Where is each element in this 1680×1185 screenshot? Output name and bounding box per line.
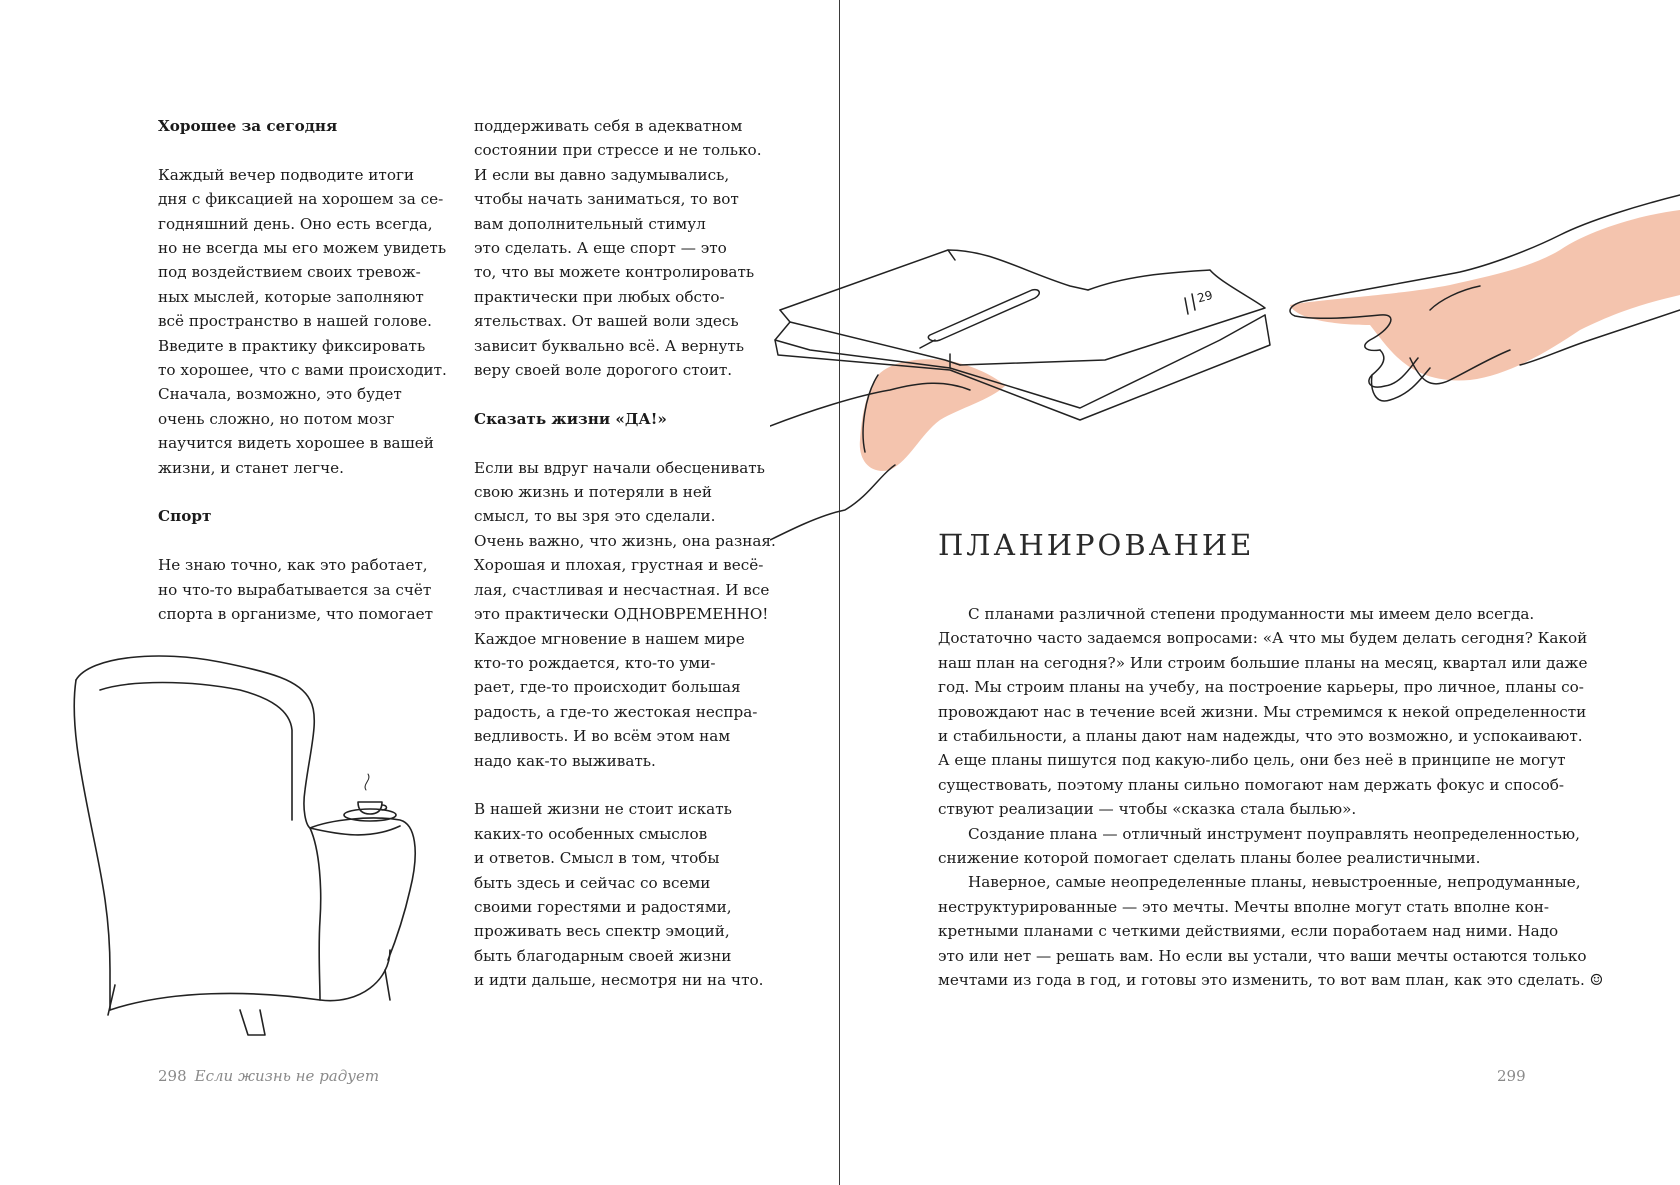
text-line: и стабильности, а планы дают нам надежды, что это возможно, и успокаивают. — [938, 727, 1583, 746]
text-line: кретными планами с четкими действиями, если поработаем над ними. Надо — [938, 922, 1559, 941]
text-line: В нашей жизни не стоит искать — [474, 800, 732, 819]
text-line: мечтами из года в год, и готовы это изменить, то вот вам план, как это сделать. ☺ — [938, 971, 1604, 990]
text-line: поддерживать себя в адекватном — [474, 117, 743, 135]
paragraph-sport — [158, 553, 448, 626]
text-line: своими горестями и радостями, — [474, 897, 732, 916]
paragraph-planning-2 — [938, 822, 1580, 871]
text-line: под воздействием своих тревож- — [158, 263, 421, 282]
text-line: чтобы начать заниматься, то вот — [474, 190, 739, 209]
text-line: ведливость. И во всём этом нам — [474, 727, 731, 746]
page-footer-left — [158, 1067, 379, 1085]
text-line: спорта в организме, что помогает — [158, 605, 434, 624]
text-line: годняшний день. Оно есть всегда, — [158, 214, 433, 233]
text-line: смысл, то вы зря это сделали. — [474, 507, 716, 526]
text-line: быть здесь и сейчас со всеми — [474, 873, 711, 892]
text-line: надо как-то выживать. — [474, 751, 656, 770]
text-line: Наверное, самые неопределенные планы, невыстроенные, непродуманные, — [968, 873, 1581, 892]
text-line: каких-то особенных смыслов — [474, 824, 708, 843]
page-number-right: 299 — [1497, 1067, 1526, 1085]
text-line: свою жизнь и потеряли в ней — [474, 483, 712, 502]
text-line: ствуют реализации — чтобы «сказка стала былью». — [938, 800, 1357, 819]
hands-notebook-illustration — [770, 190, 1680, 550]
text-line: ных мыслей, которые заполняют — [158, 287, 424, 306]
text-line: дня с фиксацией на хорошем за се- — [158, 190, 444, 209]
armchair-illustration — [70, 650, 440, 1040]
running-title: Если жизнь не радует — [194, 1067, 380, 1085]
text-line: быть благодарным своей жизни — [474, 946, 732, 965]
text-line: А еще планы пишутся под какую-либо цель, они без неё в принципе не могут — [938, 751, 1566, 770]
section-heading-good-today: Хорошее за сегодня — [158, 117, 338, 135]
book-spine — [839, 0, 840, 1185]
text-line: веру своей воле дорогого стоит. — [474, 361, 733, 380]
paragraph-planning-1 — [938, 602, 1588, 822]
text-line: Сначала, возможно, это будет — [158, 385, 402, 404]
page-number-left: 298 — [158, 1067, 187, 1085]
section-heading-sport: Спорт — [158, 507, 212, 526]
text-line: Достаточно часто задаемся вопросами: «А что мы будем делать сегодня? Какой — [938, 629, 1588, 648]
text-line: это практически ОДНОВРЕМЕННО! — [474, 605, 769, 624]
paragraph-meaning — [474, 797, 774, 992]
text-line: снижение которой помогает сделать планы более реалистичными. — [938, 849, 1481, 868]
section-heading-say-yes: Сказать жизни «ДА!» — [474, 409, 667, 428]
text-line: радость, а где-то жестокая неспра- — [474, 702, 758, 721]
paragraph-planning-3 — [938, 870, 1604, 992]
text-line: Если вы вдруг начали обесценивать — [474, 458, 765, 477]
text-line: провождают нас в течение всей жизни. Мы стремимся к некой определенности — [938, 702, 1587, 721]
text-line: то хорошее, что с вами происходит. — [158, 361, 447, 380]
text-line: ятельствах. От вашей воли здесь — [474, 312, 739, 331]
text-line: вам дополнительный стимул — [474, 214, 706, 233]
text-line: и идти дальше, несмотря ни на что. — [474, 971, 764, 990]
text-line: зависит буквально всё. А вернуть — [474, 336, 745, 355]
text-line: Очень важно, что жизнь, она разная. — [474, 531, 776, 550]
chapter-heading: ПЛАНИРОВАНИЕ — [938, 528, 1255, 562]
text-line: это или нет — решать вам. Но если вы устали, что ваши мечты остаются только — [938, 946, 1587, 965]
paragraph-say-yes — [474, 456, 774, 773]
right-body-text — [938, 602, 1604, 993]
notebook-date: 29 — [1195, 287, 1215, 306]
text-line: существовать, поэтому планы сильно помогают нам держать фокус и способ- — [938, 775, 1565, 794]
text-line: это сделать. А еще спорт — это — [474, 239, 727, 258]
text-line: Создание плана — отличный инструмент поуправлять неопределенностью, — [968, 824, 1580, 843]
left-column-1 — [158, 114, 448, 626]
text-line: год. Мы строим планы на учебу, на построение карьеры, про личное, планы со- — [938, 678, 1584, 697]
text-line: Каждый вечер подводите итоги — [158, 165, 415, 184]
left-column-2 — [474, 114, 774, 993]
paragraph-good-today — [158, 163, 448, 480]
text-line: С планами различной степени продуманности мы имеем дело всегда. — [968, 605, 1535, 623]
text-line: состоянии при стрессе и не только. — [474, 141, 762, 160]
text-line: Не знаю точно, как это работает, — [158, 556, 428, 575]
text-line: наш план на сегодня?» Или строим большие планы на месяц, квартал или даже — [938, 653, 1588, 672]
text-line: Каждое мгновение в нашем мире — [474, 629, 745, 648]
text-line: лая, счастливая и несчастная. И все — [474, 580, 770, 599]
text-line: неструктурированные — это мечты. Мечты вполне могут стать вполне кон- — [938, 897, 1549, 916]
paragraph-sport-cont — [474, 114, 774, 382]
text-line: проживать весь спектр эмоций, — [474, 922, 730, 941]
text-line: то, что вы можете контролировать — [474, 263, 755, 282]
text-line: и ответов. Смысл в том, чтобы — [474, 849, 720, 868]
text-line: научится видеть хорошее в вашей — [158, 434, 434, 453]
text-line: очень сложно, но потом мозг — [158, 409, 395, 428]
text-line: рает, где-то происходит большая — [474, 678, 741, 697]
text-line: но что-то вырабатывается за счёт — [158, 580, 432, 599]
text-line: практически при любых обсто- — [474, 287, 725, 306]
text-line: всё пространство в нашей голове. — [158, 312, 432, 331]
text-line: И если вы давно задумывались, — [474, 165, 730, 184]
text-line: Введите в практику фиксировать — [158, 336, 426, 355]
text-line: Хорошая и плохая, грустная и весё- — [474, 556, 764, 575]
text-line: но не всегда мы его можем увидеть — [158, 239, 447, 258]
text-line: жизни, и станет легче. — [158, 458, 344, 477]
text-line: кто-то рождается, кто-то уми- — [474, 653, 716, 672]
